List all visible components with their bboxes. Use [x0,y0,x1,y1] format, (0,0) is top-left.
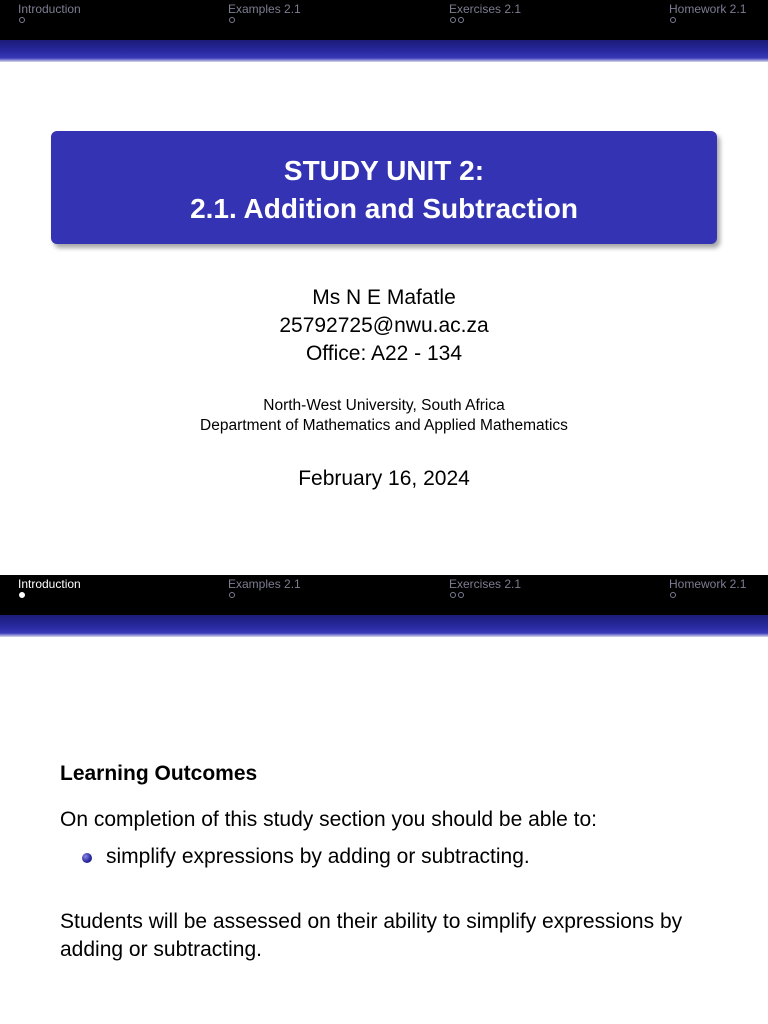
slide1-navigation-bar [0,0,768,40]
nav-section-label: Examples 2.1 [228,577,301,591]
nav-section-exercises[interactable] [449,577,521,602]
frame-dot-icon[interactable] [229,17,235,23]
current-frame-dot-icon[interactable] [19,592,25,598]
learning-outcomes-intro: On completion of this study section you should be able to: [60,808,597,831]
nav-section-label: Homework 2.1 [669,2,747,16]
nav-frame-dots [228,592,301,602]
nav-frame-dots [449,592,521,602]
nav-section-label: Introduction [18,577,81,591]
author-name: Ms N E Mafatle [312,286,456,309]
frame-dot-icon[interactable] [458,17,464,23]
frame-dot-icon[interactable] [450,592,456,598]
frame-dot-icon[interactable] [670,17,676,23]
bullet-ball-icon [82,853,92,863]
nav-frame-dots [228,17,301,27]
navigation-band-decoration [0,40,768,62]
nav-section-label: Examples 2.1 [228,2,301,16]
navigation-band-decoration [0,615,768,637]
nav-frame-dots [669,17,746,27]
bullet-list-item [82,845,530,869]
nav-frame-dots [18,17,81,27]
frame-dot-icon[interactable] [19,17,25,23]
assessment-statement: Students will be assessed on their ability to simplify expressions by adding or subtracting. [60,910,683,961]
nav-section-exercises[interactable] [449,2,521,27]
slide-title-line2: 2.1. Addition and Subtraction [190,193,578,224]
frame-dot-icon[interactable] [450,17,456,23]
frame-dot-icon[interactable] [229,592,235,598]
frame-dot-icon[interactable] [458,592,464,598]
nav-section-label: Exercises 2.1 [449,577,522,591]
institute-block [0,396,768,436]
nav-frame-dots [18,592,81,602]
nav-frame-dots [449,17,521,27]
title-box [51,131,717,244]
institution-name: North-West University, South Africa [263,397,505,414]
slide-title-line1: STUDY UNIT 2: [283,155,485,186]
presentation-date: February 16, 2024 [298,467,470,490]
slide2-navigation-bar [0,575,768,615]
nav-section-label: Homework 2.1 [669,577,747,591]
learning-outcomes-heading: Learning Outcomes [60,762,258,785]
nav-frame-dots [669,592,746,602]
nav-section-homework[interactable] [669,577,746,602]
nav-section-homework[interactable] [669,2,746,27]
bullet-text: simplify expressions by adding or subtracting. [106,845,530,868]
nav-section-introduction-active[interactable] [18,577,81,602]
author-office: Office: A22 - 134 [305,342,463,365]
nav-section-introduction[interactable] [18,2,81,27]
frame-dot-icon[interactable] [670,592,676,598]
author-block [0,284,768,368]
author-email: 25792725@nwu.ac.za [279,314,489,337]
nav-section-label: Exercises 2.1 [449,2,522,16]
nav-section-label: Introduction [18,2,81,16]
department-name: Department of Mathematics and Applied Mathematics [200,417,568,434]
nav-section-examples[interactable] [228,2,301,27]
nav-section-examples[interactable] [228,577,301,602]
